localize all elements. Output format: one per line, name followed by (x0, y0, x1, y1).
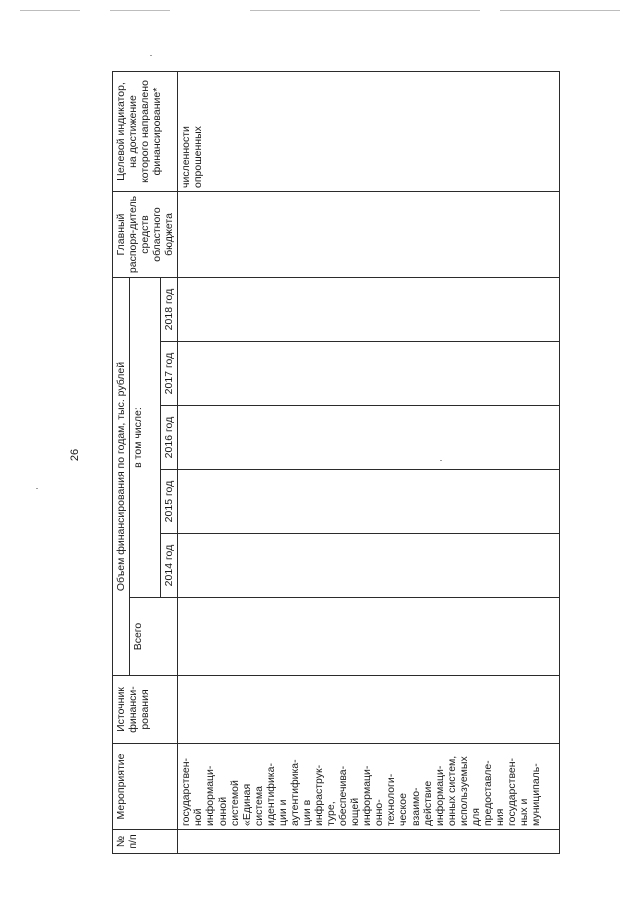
header-manager: Главный распоря-дитель средств областного бюджета (113, 192, 178, 278)
header-year-2018: 2018 год (161, 278, 178, 342)
scan-edge-line (110, 10, 170, 11)
activity-line: муниципаль- (530, 763, 543, 826)
funding-table-container (112, 72, 546, 854)
activity-line: взаимо- (409, 787, 422, 826)
activity-line: информаци- (433, 765, 446, 826)
scan-edge-line (20, 10, 80, 11)
header-num: № п/п (113, 830, 178, 854)
table-row (178, 72, 560, 854)
cell-year-2014 (178, 534, 560, 598)
header-year-2015: 2015 год (161, 470, 178, 534)
activity-line: аутентифика- (288, 759, 301, 826)
header-activity: Мероприятие (113, 744, 178, 830)
activity-line: информаци- (361, 765, 374, 826)
activity-line: обеспечива- (337, 765, 350, 826)
activity-line: онных систем, (445, 755, 458, 826)
page-number: 26 (69, 448, 81, 462)
cell-year-2017 (178, 342, 560, 406)
activity-line: ческое (397, 793, 410, 826)
cell-total (178, 598, 560, 676)
activity-line: используемых (457, 756, 470, 826)
header-year-2014: 2014 год (161, 534, 178, 598)
activity-line: система (252, 786, 265, 826)
header-total: Всего (130, 598, 178, 676)
header-source: Источник финанси-рования (113, 676, 178, 744)
activity-line: ния (493, 808, 506, 826)
header-in-that: в том числе: (130, 278, 161, 598)
funding-table-rotated (112, 72, 546, 854)
activity-line: ющей (349, 797, 362, 826)
scan-speck (150, 55, 152, 56)
cell-source (178, 676, 560, 744)
activity-line: инфраструк- (313, 764, 325, 826)
cell-activity (178, 744, 560, 830)
activity-line: системой (228, 780, 241, 826)
activity-line: туре, (325, 801, 338, 826)
activity-line: ции и (276, 799, 289, 826)
activity-line: ции в (300, 799, 313, 826)
activity-line: ной (192, 808, 205, 826)
activity-line: идентифика- (264, 763, 277, 826)
activity-line: информаци- (204, 765, 217, 826)
activity-line: онно- (373, 799, 386, 826)
activity-line: онной (216, 796, 229, 826)
activity-line: действие (421, 780, 434, 826)
activity-line: «Единая (240, 783, 253, 826)
scan-edge-line (250, 10, 480, 11)
cell-year-2016 (178, 406, 560, 470)
activity-line: государствен- (506, 757, 518, 826)
cell-year-2015 (178, 470, 560, 534)
activity-line: для (469, 808, 482, 826)
header-volume: Объем финансирования по годам, тыс. рублей (113, 278, 130, 676)
scan-edge-line (500, 10, 620, 11)
activity-line: технологи- (385, 773, 398, 826)
funding-table (112, 71, 560, 854)
activity-line: государствен- (180, 757, 193, 826)
cell-num (178, 830, 560, 854)
cell-indicator: численности опрошенных (178, 72, 560, 192)
scan-speck (36, 488, 38, 489)
header-indicator: Целевой индикатор, на достижение которого направлено финансирование* (113, 72, 178, 192)
activity-line: предоставле- (481, 760, 494, 826)
header-year-2016: 2016 год (161, 406, 178, 470)
cell-year-2018 (178, 278, 560, 342)
activity-line: ных и (518, 798, 531, 826)
cell-manager (178, 192, 560, 278)
header-year-2017: 2017 год (161, 342, 178, 406)
